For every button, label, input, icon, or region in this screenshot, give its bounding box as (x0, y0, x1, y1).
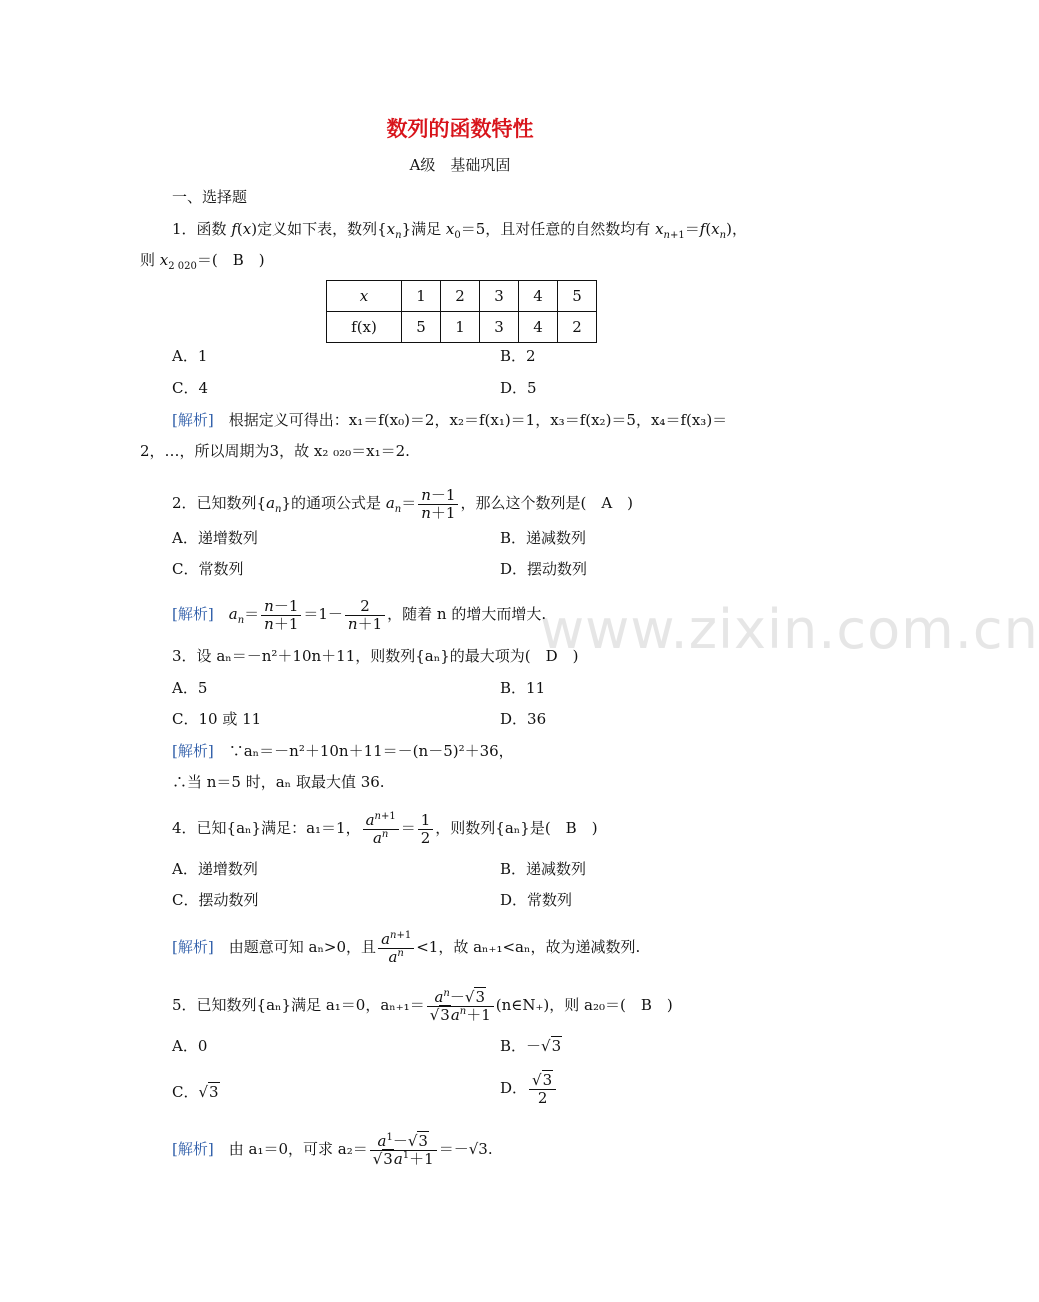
level-heading: A级 基础巩固 (409, 156, 511, 174)
table-cell: 2 (441, 281, 480, 312)
q1-option-b: B．2 (500, 347, 536, 365)
table-cell: 2 (558, 312, 597, 343)
table-cell: 4 (519, 312, 558, 343)
q5-analysis: [解析] 由 a₁＝0，可求 a₂＝ $\frac{a^1-√3}{√3a^1+1}$ ＝－√3. (172, 1131, 493, 1168)
analysis-label: [解析] (172, 1140, 214, 1158)
q5-option-c: C．√3 (172, 1083, 219, 1101)
q3-analysis-line1: [解析] ∵aₙ＝－n²＋10n＋11＝－(n－5)²＋36， (172, 742, 514, 760)
table-cell: 1 (441, 312, 480, 343)
table-cell: 5 (558, 281, 597, 312)
q4-stem: 4．已知{aₙ}满足：a₁＝1， $\frac{a^{n+1}}{a^n}$ ＝ $\frac{1}{2}$ ，则数列{aₙ}是( B ) (172, 810, 598, 847)
q4-option-b: B．递减数列 (500, 860, 587, 878)
table-cell: 3 (480, 312, 519, 343)
q5-option-b: B．－√3 (500, 1037, 562, 1055)
analysis-label: [解析] (172, 605, 214, 623)
table-cell: 5 (402, 312, 441, 343)
q2-option-a: A．递增数列 (172, 529, 258, 547)
q3-option-d: D．36 (500, 710, 547, 728)
q5-stem: 5．已知数列{aₙ}满足 a₁＝0，aₙ₊₁＝ $\frac{a^n-√3}{√3a^n+1}$ (n∈N₊)，则 a₂₀＝( B ) (172, 987, 673, 1024)
q4-option-a: A．递增数列 (172, 860, 258, 878)
q5-option-a: A．0 (172, 1037, 208, 1055)
q2-option-b: B．递减数列 (500, 529, 587, 547)
q4-option-c: C．摆动数列 (172, 891, 259, 909)
table-header-fx: f(x) (327, 312, 402, 343)
q3-option-b: B．11 (500, 679, 546, 697)
q1-analysis-line2: 2，…，所以周期为3，故 x₂ ₀₂₀＝x₁＝2. (140, 442, 410, 460)
q2-option-d: D．摆动数列 (500, 560, 588, 578)
q1-stem-line2: 则 $x_{2 020}=$( B ) (140, 251, 265, 272)
q3-option-a: A．5 (172, 679, 208, 697)
q3-stem: 3．设 aₙ＝－n²＋10n＋11，则数列{aₙ}的最大项为( D ) (172, 647, 579, 665)
table-cell: 3 (480, 281, 519, 312)
q2-analysis: [解析] $a_n=$ $\frac{n-1}{n+1}$ ＝1－ $\frac{2}{n+1}$ ，随着 n 的增大而增大. (172, 596, 547, 633)
page-title: 数列的函数特性 (386, 116, 534, 141)
q1-stem-line1: 1．函数 f(x)定义如下表，数列$\{x_n\}$满足 $x_0=5$，且对任意的自然数均有 $x_{n+1}=f(x_n)$， (172, 220, 747, 241)
table-cell: 1 (402, 281, 441, 312)
analysis-label: [解析] (172, 938, 214, 956)
q5-option-d: D． $\frac{√3}{2}$ (500, 1068, 558, 1108)
analysis-label: [解析] (172, 742, 214, 760)
q4-option-d: D．常数列 (500, 891, 573, 909)
q4-analysis: [解析] 由题意可知 aₙ>0，且 $\frac{a^{n+1}}{a^n}$ <1，故 aₙ₊₁<aₙ，故为递减数列. (172, 929, 641, 966)
q1-option-c: C．4 (172, 379, 209, 397)
q1-option-a: A．1 (172, 347, 208, 365)
section-heading: 一、选择题 (172, 188, 248, 206)
function-table (326, 280, 597, 343)
q1-analysis-line1: [解析] 根据定义可得出：x₁＝f(x₀)＝2，x₂＝f(x₁)＝1，x₃＝f(x₂)＝5，x₄＝f(x₃)＝ (172, 411, 728, 429)
q3-option-c: C．10 或 11 (172, 710, 262, 728)
table-header-x: x (327, 281, 402, 312)
q3-analysis-line2: ∴当 n＝5 时，aₙ 取最大值 36. (172, 773, 385, 791)
q2-stem: 2．已知数列$\{a_n\}$的通项公式是 $a_n=$ $\frac{n-1}{n+1}$ ，那么这个数列是( A ) (172, 485, 634, 522)
analysis-label: [解析] (172, 411, 214, 429)
watermark: www.zixin.com.cn (540, 598, 1039, 661)
q1-option-d: D．5 (500, 379, 537, 397)
q2-option-c: C．常数列 (172, 560, 244, 578)
table-cell: 4 (519, 281, 558, 312)
